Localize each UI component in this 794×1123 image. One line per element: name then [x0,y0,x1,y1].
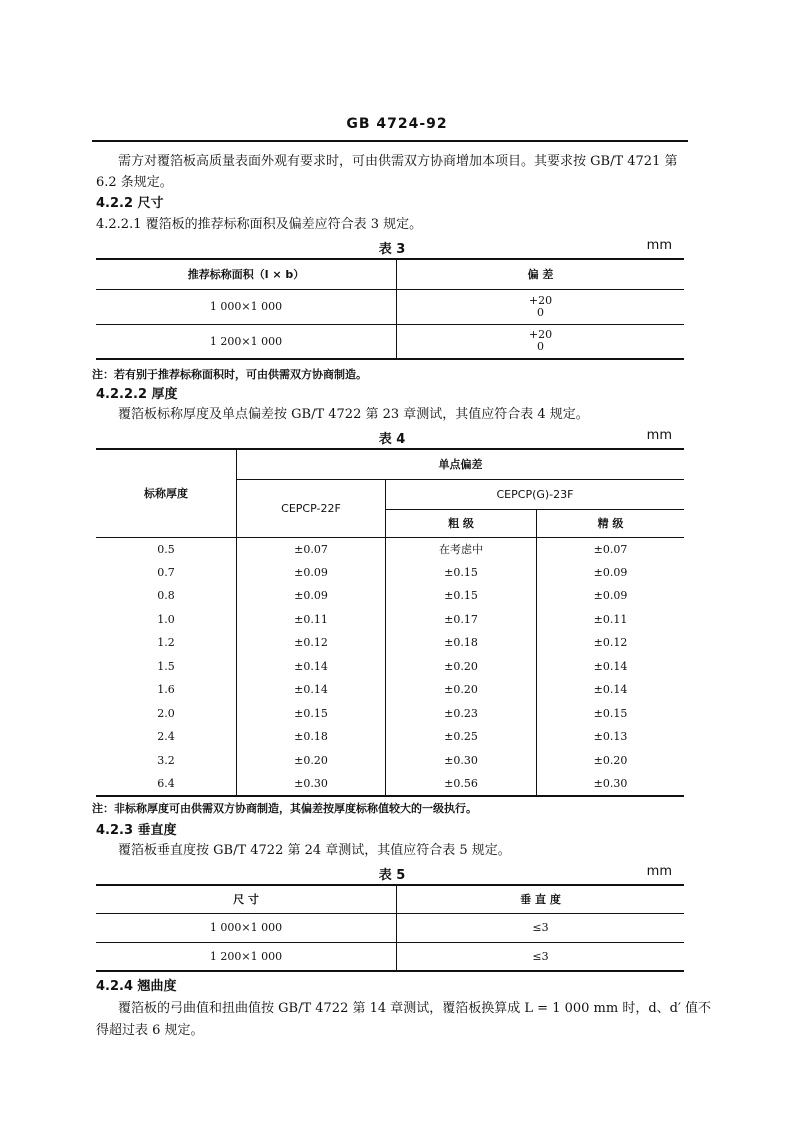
deviation-upper: +20 [528,293,553,307]
thickness-cell: 0.7 [96,561,237,585]
table-4 [96,448,684,797]
table-3-title: 表 3 [378,242,406,257]
table-row [96,725,684,749]
table-row [96,561,684,585]
table-3-unit: mm [646,238,672,253]
table-5-col-size: 尺 寸 [96,885,397,913]
coarse-cell: ±0.56 [386,772,537,796]
deviation-lower: 0 [537,305,544,319]
table-4-col-coarse: 粗 级 [386,509,537,537]
table-4-col-fine: 精 级 [537,509,685,537]
section-4-2-3-text: 覆箔板垂直度按 GB/T 4722 第 24 章测试，其值应符合表 5 规定。 [118,843,511,858]
table-3-size-cell: 1 000×1 000 [96,289,397,324]
fine-cell: ±0.09 [593,565,628,579]
section-4-2-4-line-1: 覆箔板的弓曲值和扭曲值按 GB/T 4722 第 14 章测试，覆箔板换算成 L = 1 000 mm 时，d、d′ 值不 [118,1001,712,1016]
table-row [96,324,684,359]
page-header: GB 4724-92 [346,116,448,132]
fine-cell: ±0.14 [593,683,628,697]
table-3-col-deviation: 偏 差 [527,268,554,282]
table-row [96,537,684,561]
22f-cell: ±0.14 [237,678,386,702]
table-row [96,749,684,773]
table-4-col-deviation: 单点偏差 [237,449,685,479]
table-4-header-row-1 [96,449,684,479]
table-5-unit: mm [646,864,672,879]
table-3-size-cell: 1 200×1 000 [96,324,397,359]
table-3-header-row [96,259,684,289]
fine-cell: ±0.09 [593,589,628,603]
22f-cell: ±0.15 [237,702,386,726]
table-5-col-perpendicularity: 垂 直 度 [520,893,561,907]
coarse-cell: ±0.25 [386,725,537,749]
coarse-cell: ±0.20 [386,655,537,679]
coarse-cell: 在考虑中 [386,537,537,561]
table-4-col-thickness: 标称厚度 [96,449,237,537]
deviation-upper: +20 [528,328,553,342]
section-4-2-2-2-heading: 4.2.2.2 厚度 [96,387,178,402]
22f-cell: ±0.09 [237,584,386,608]
coarse-cell: ±0.30 [386,749,537,773]
fine-cell: ±0.11 [593,612,628,626]
table-row [96,631,684,655]
table-row [96,913,684,942]
table-row [96,702,684,726]
fine-cell: ±0.30 [593,776,628,790]
thickness-cell: 2.0 [96,702,237,726]
table-4-unit: mm [646,428,672,443]
table-row [96,584,684,608]
table-row [96,289,684,324]
thickness-cell: 0.8 [96,584,237,608]
22f-cell: ±0.14 [237,655,386,679]
fine-cell: ±0.07 [593,542,628,556]
thickness-cell: 1.6 [96,678,237,702]
table-row [96,655,684,679]
22f-cell: ±0.30 [237,772,386,796]
thickness-cell: 0.5 [96,537,237,561]
fine-cell: ±0.15 [593,706,628,720]
coarse-cell: ±0.17 [386,608,537,632]
section-4-2-4-line-2: 得超过表 6 规定。 [96,1023,204,1038]
table-3-note: 注：若有别于推荐标称面积时，可由供需双方协商制造。 [92,368,367,381]
table-4-col-22f: CEPCP-22F [237,479,386,537]
section-4-2-3-heading: 4.2.3 垂直度 [96,823,177,838]
coarse-cell: ±0.23 [386,702,537,726]
intro-line-1: 需方对覆箔板高质量表面外观有要求时，可由供需双方协商增加本项目。其要求按 GB/T 4721 第 [118,154,678,169]
table-4-body [96,537,684,796]
coarse-cell: ±0.15 [386,561,537,585]
table-5-size-cell: 1 200×1 000 [96,942,397,971]
22f-cell: ±0.18 [237,725,386,749]
intro-line-2: 6.2 条规定。 [96,175,173,190]
fine-cell: ±0.12 [593,636,628,650]
thickness-cell: 1.2 [96,631,237,655]
fine-cell: ±0.14 [593,659,628,673]
22f-cell: ±0.12 [237,631,386,655]
coarse-cell: ±0.20 [386,678,537,702]
table-4-col-23f: CEPCP(G)-23F [386,479,685,509]
fine-cell: ±0.13 [593,730,628,744]
deviation-lower: 0 [537,340,544,354]
22f-cell: ±0.09 [237,561,386,585]
section-4-2-2-1-heading: 4.2.2.1 覆箔板的推荐标称面积及偏差应符合表 3 规定。 [96,217,423,232]
table-5 [96,884,684,972]
table-row [96,772,684,796]
table-5-header-row [96,885,684,913]
22f-cell: ±0.11 [237,608,386,632]
22f-cell: ±0.20 [237,749,386,773]
section-4-2-2-heading: 4.2.2 尺寸 [96,196,164,211]
thickness-cell: 1.0 [96,608,237,632]
header-rule [92,140,688,142]
table-3 [96,258,684,360]
section-4-2-4-heading: 4.2.4 翘曲度 [96,979,177,994]
table-4-note: 注：非标称厚度可由供需双方协商制造，其偏差按厚度标称值较大的一级执行。 [92,802,477,815]
22f-cell: ±0.07 [237,537,386,561]
fine-cell: ±0.20 [593,753,628,767]
table-5-title: 表 5 [378,868,406,883]
section-4-2-2-2-text: 覆箔板标称厚度及单点偏差按 GB/T 4722 第 23 章测试，其值应符合表 4 规定。 [118,407,589,422]
thickness-cell: 3.2 [96,749,237,773]
coarse-cell: ±0.18 [386,631,537,655]
thickness-cell: 1.5 [96,655,237,679]
table-5-value-cell: ≤3 [532,949,549,963]
thickness-cell: 2.4 [96,725,237,749]
thickness-cell: 6.4 [96,772,237,796]
table-5-size-cell: 1 000×1 000 [96,913,397,942]
table-3-deviation-cell [397,289,685,324]
table-4-title: 表 4 [378,432,406,447]
table-5-value-cell: ≤3 [532,921,549,934]
table-row [96,608,684,632]
table-row [96,678,684,702]
table-row [96,942,684,971]
coarse-cell: ±0.15 [386,584,537,608]
table-3-col-area: 推荐标称面积（l × b） [96,259,397,289]
table-3-deviation-cell [397,324,685,359]
